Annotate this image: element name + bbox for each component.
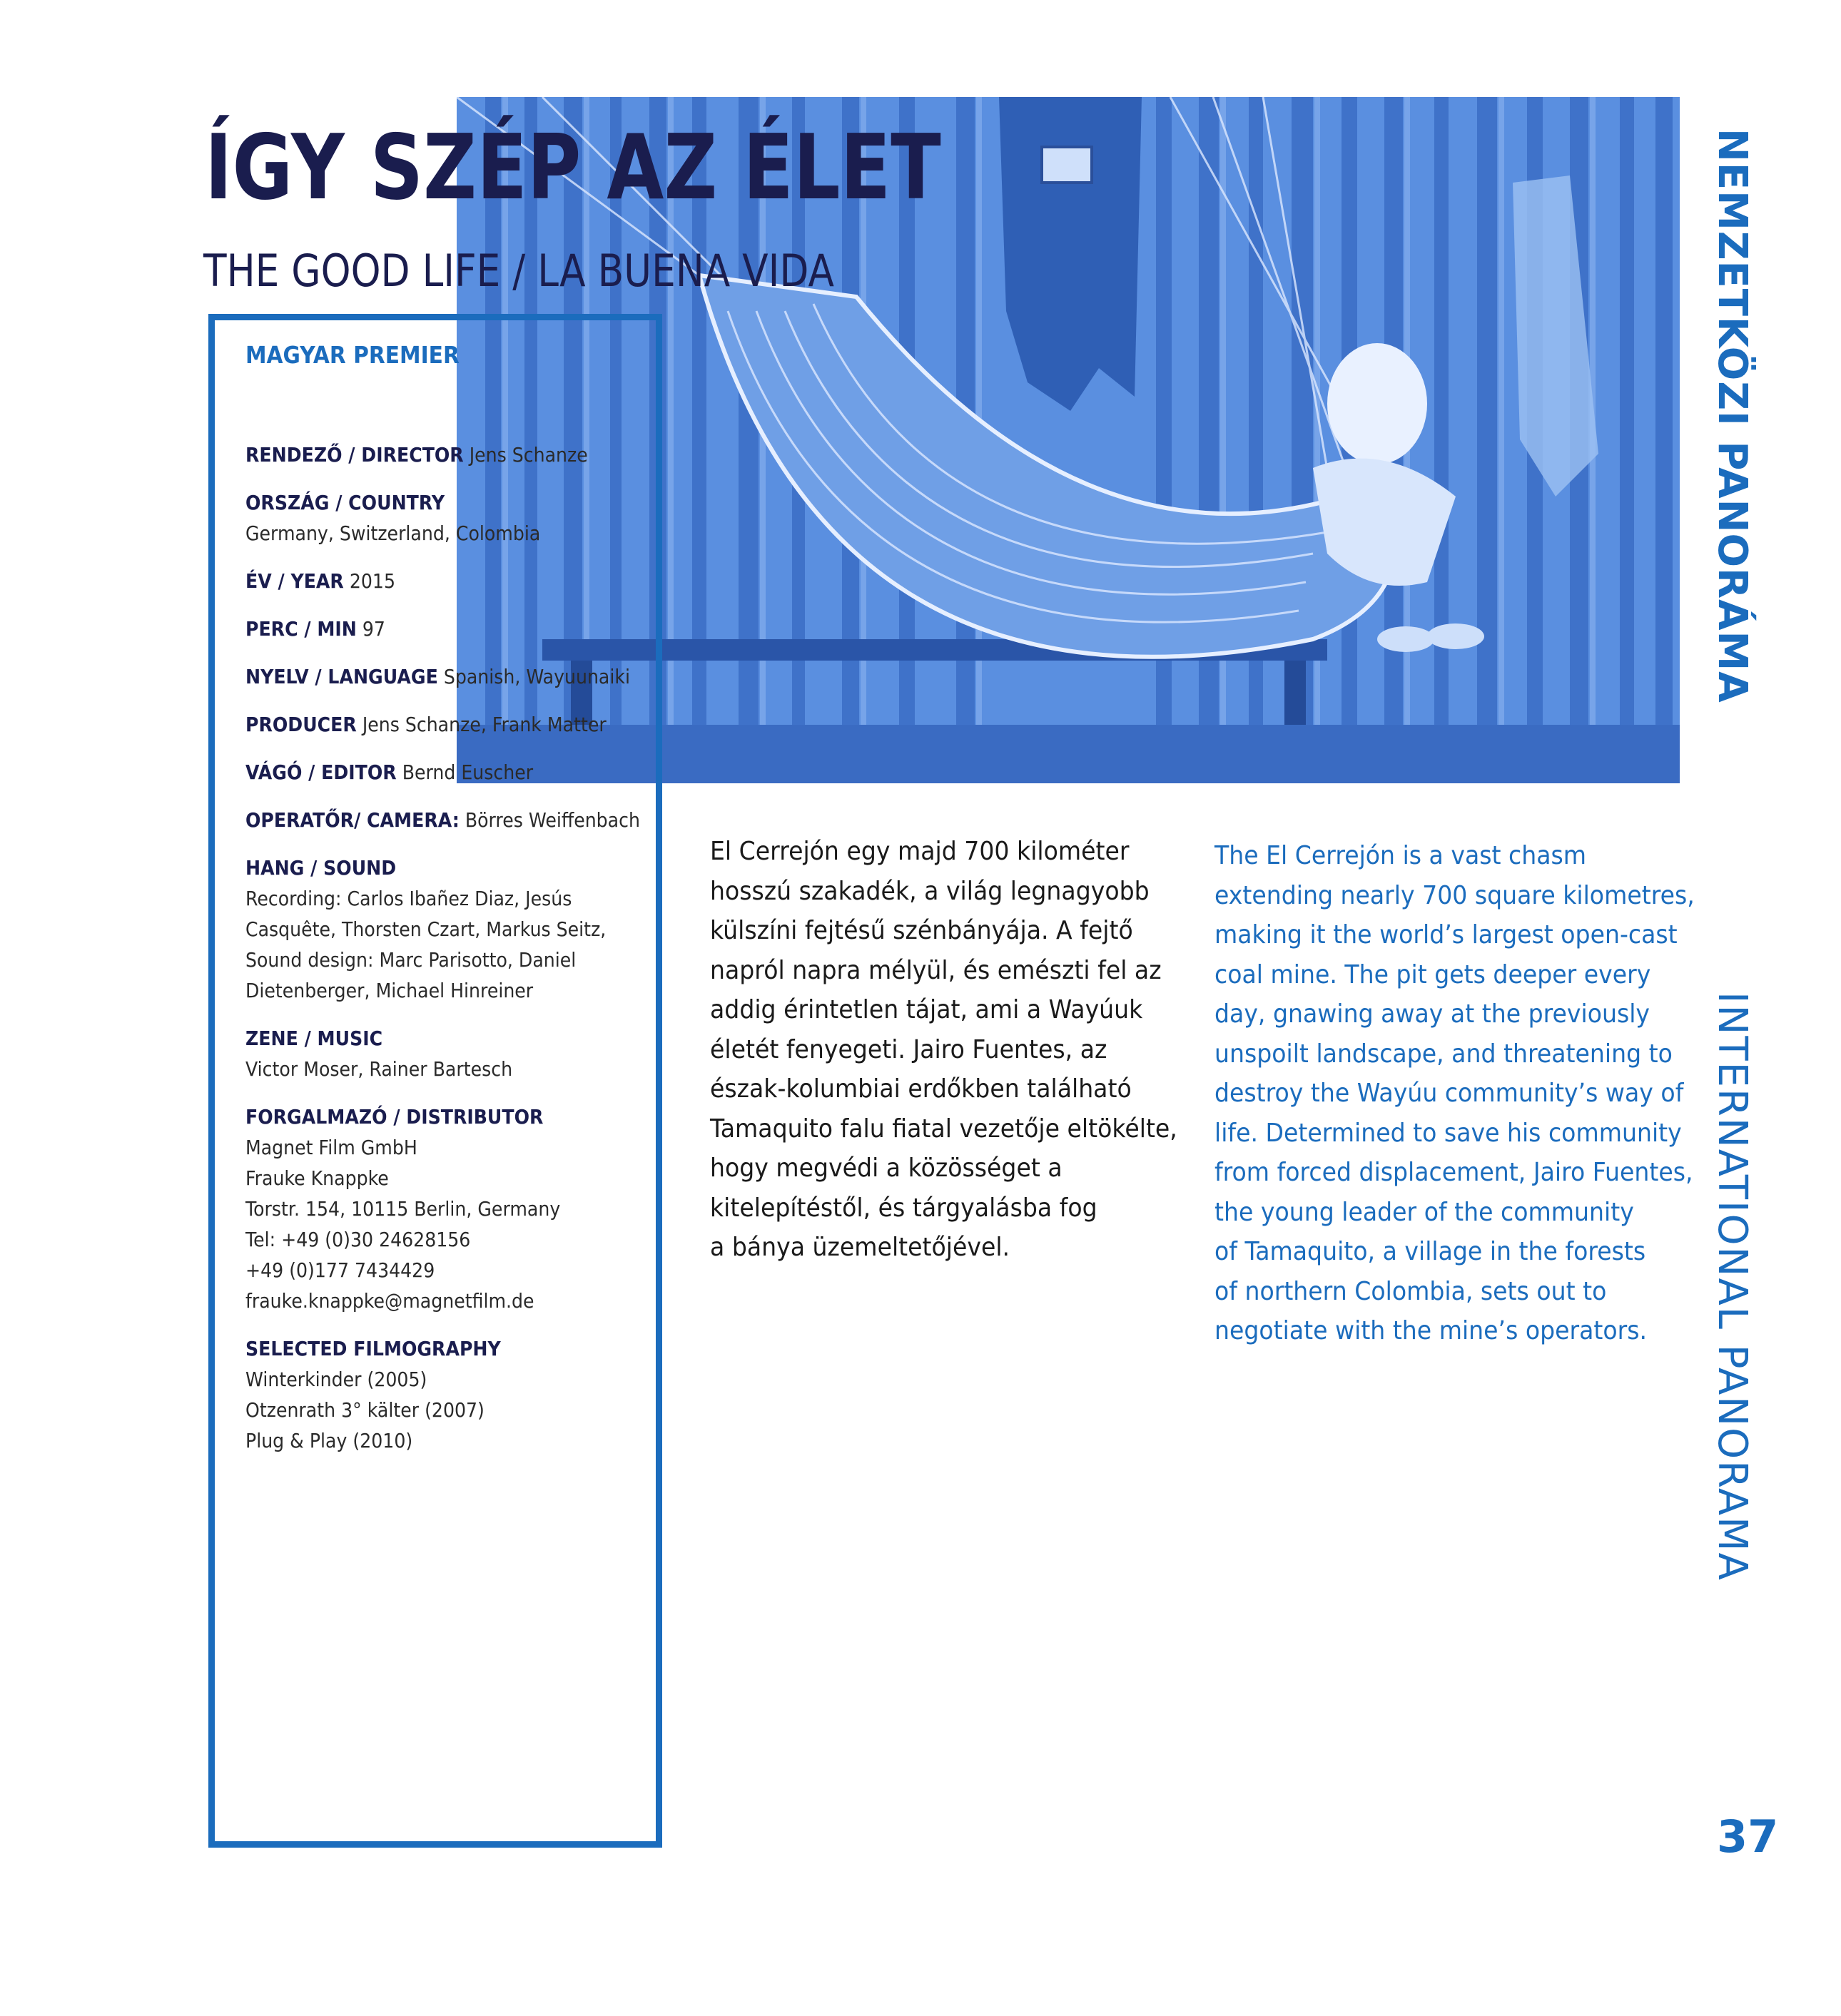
section-label-hungarian: NEMZETKÖZI PANORÁMA bbox=[1709, 128, 1755, 703]
credit-sound bbox=[245, 852, 656, 1006]
credit-label: ZENE / MUSIC bbox=[245, 1027, 383, 1050]
credit-value: Germany, Switzerland, Colombia bbox=[245, 521, 541, 545]
credit-value: 97 bbox=[362, 617, 385, 641]
credit-distributor bbox=[245, 1101, 656, 1316]
page-title: ÍGY SZÉP AZ ÉLET bbox=[205, 115, 941, 220]
credit-line: Magnet Film GmbH bbox=[245, 1136, 417, 1159]
synopsis-line: extending nearly 700 square kilometres, bbox=[1214, 880, 1695, 910]
credit-line: Winterkinder (2005) bbox=[245, 1368, 427, 1391]
credit-value: Jens Schanze, Frank Matter bbox=[362, 713, 607, 736]
section-label-english: INTERNATIONAL PANORAMA bbox=[1709, 992, 1755, 1582]
synopsis-line: Tamaquito falu fiatal vezetője eltökélte, bbox=[710, 1114, 1177, 1144]
credit-line: Dietenberger, Michael Hinreiner bbox=[245, 979, 534, 1002]
synopsis-line: hosszú szakadék, a világ legnagyobb bbox=[710, 876, 1150, 906]
synopsis-line: El Cerrejón egy majd 700 kilométer bbox=[710, 837, 1130, 866]
credit-value: 2015 bbox=[349, 569, 395, 593]
credit-line: Sound design: Marc Parisotto, Daniel bbox=[245, 948, 577, 972]
synopsis-line: of northern Colombia, sets out to bbox=[1214, 1276, 1607, 1306]
credit-label: NYELV / LANGUAGE bbox=[245, 665, 438, 688]
credit-value: Börres Weiffenbach bbox=[465, 808, 640, 832]
credit-line: Frauke Knappke bbox=[245, 1166, 389, 1190]
synopsis-line: negotiate with the mine’s operators. bbox=[1214, 1316, 1648, 1345]
synopsis-line: making it the world’s largest open-cast bbox=[1214, 920, 1678, 950]
credit-country bbox=[245, 487, 656, 549]
synopsis-line: napról napra mélyül, és emészti fel az bbox=[710, 955, 1162, 985]
credit-label: HANG / SOUND bbox=[245, 856, 397, 880]
distributor-email-link[interactable]: frauke.knappke@magnetfilm.de bbox=[245, 1289, 534, 1313]
credit-editor bbox=[245, 757, 656, 788]
credit-label: VÁGÓ / EDITOR bbox=[245, 760, 397, 784]
credit-director bbox=[245, 439, 656, 470]
credit-line: Plug & Play (2010) bbox=[245, 1429, 413, 1452]
credit-label: SELECTED FILMOGRAPHY bbox=[245, 1337, 501, 1360]
credit-label: OPERATŐR/ CAMERA: bbox=[245, 808, 460, 832]
credit-line: Tel: +49 (0)30 24628156 bbox=[245, 1228, 471, 1251]
synopsis-line: észak-kolumbiai erdőkben található bbox=[710, 1074, 1132, 1104]
synopsis-line: the young leader of the community bbox=[1214, 1197, 1634, 1227]
credit-value: Bernd Euscher bbox=[402, 760, 534, 784]
credit-label: PERC / MIN bbox=[245, 617, 357, 641]
credits-list bbox=[245, 439, 702, 1473]
credit-label: RENDEZŐ / DIRECTOR bbox=[245, 443, 464, 467]
synopsis-line: a bánya üzemeltetőjével. bbox=[710, 1233, 1010, 1262]
synopsis-line: coal mine. The pit gets deeper every bbox=[1214, 959, 1651, 989]
credit-line: Victor Moser, Rainer Bartesch bbox=[245, 1057, 513, 1081]
premier-label: MAGYAR PREMIER bbox=[245, 341, 460, 369]
credit-label: ORSZÁG / COUNTRY bbox=[245, 491, 445, 514]
synopsis-line: day, gnawing away at the previously bbox=[1214, 999, 1650, 1029]
synopsis-line: The El Cerrejón is a vast chasm bbox=[1214, 841, 1587, 870]
synopsis-line: életét fenyegeti. Jairo Fuentes, az bbox=[710, 1034, 1107, 1064]
credit-label: FORGALMAZÓ / DISTRIBUTOR bbox=[245, 1105, 544, 1129]
credit-line: Recording: Carlos Ibañez Diaz, Jesús bbox=[245, 887, 572, 910]
synopsis-line: life. Determined to save his community bbox=[1214, 1118, 1682, 1148]
credit-min bbox=[245, 614, 656, 644]
credit-language bbox=[245, 661, 656, 692]
credit-value: Jens Schanze bbox=[469, 443, 588, 467]
credit-value: Spanish, Wayuunaiki bbox=[443, 665, 630, 688]
credit-line: Casquête, Thorsten Czart, Markus Seitz, bbox=[245, 917, 607, 941]
credit-filmography bbox=[245, 1333, 656, 1456]
credit-label: PRODUCER bbox=[245, 713, 357, 736]
credit-label: ÉV / YEAR bbox=[245, 569, 344, 593]
synopsis-line: destroy the Wayúu community’s way of bbox=[1214, 1079, 1684, 1108]
synopsis-line: unspoilt landscape, and threatening to bbox=[1214, 1039, 1673, 1069]
credit-line: +49 (0)177 7434429 bbox=[245, 1258, 435, 1282]
page-subtitle: THE GOOD LIFE / LA BUENA VIDA bbox=[203, 245, 834, 297]
synopsis-line: külszíni fejtésű szénbányája. A fejtő bbox=[710, 916, 1133, 945]
synopsis-line: addig érintetlen tájat, ami a Wayúuk bbox=[710, 995, 1143, 1024]
credit-producer bbox=[245, 709, 656, 740]
synopsis-line: from forced displacement, Jairo Fuentes, bbox=[1214, 1158, 1693, 1187]
credit-music bbox=[245, 1023, 656, 1084]
synopsis-line: hogy megvédi a közösséget a bbox=[710, 1154, 1062, 1183]
synopsis-line: of Tamaquito, a village in the forests bbox=[1214, 1237, 1646, 1266]
synopsis-english bbox=[1214, 836, 1695, 1351]
credit-line: Otzenrath 3° kälter (2007) bbox=[245, 1398, 485, 1422]
synopsis-hungarian bbox=[710, 832, 1181, 1268]
credit-line: Torstr. 154, 10115 Berlin, Germany bbox=[245, 1197, 561, 1221]
credit-year bbox=[245, 566, 656, 596]
page-number: 37 bbox=[1717, 1811, 1779, 1863]
synopsis-line: kitelepítéstől, és tárgyalásba fog bbox=[710, 1193, 1097, 1223]
credit-camera bbox=[245, 805, 656, 835]
